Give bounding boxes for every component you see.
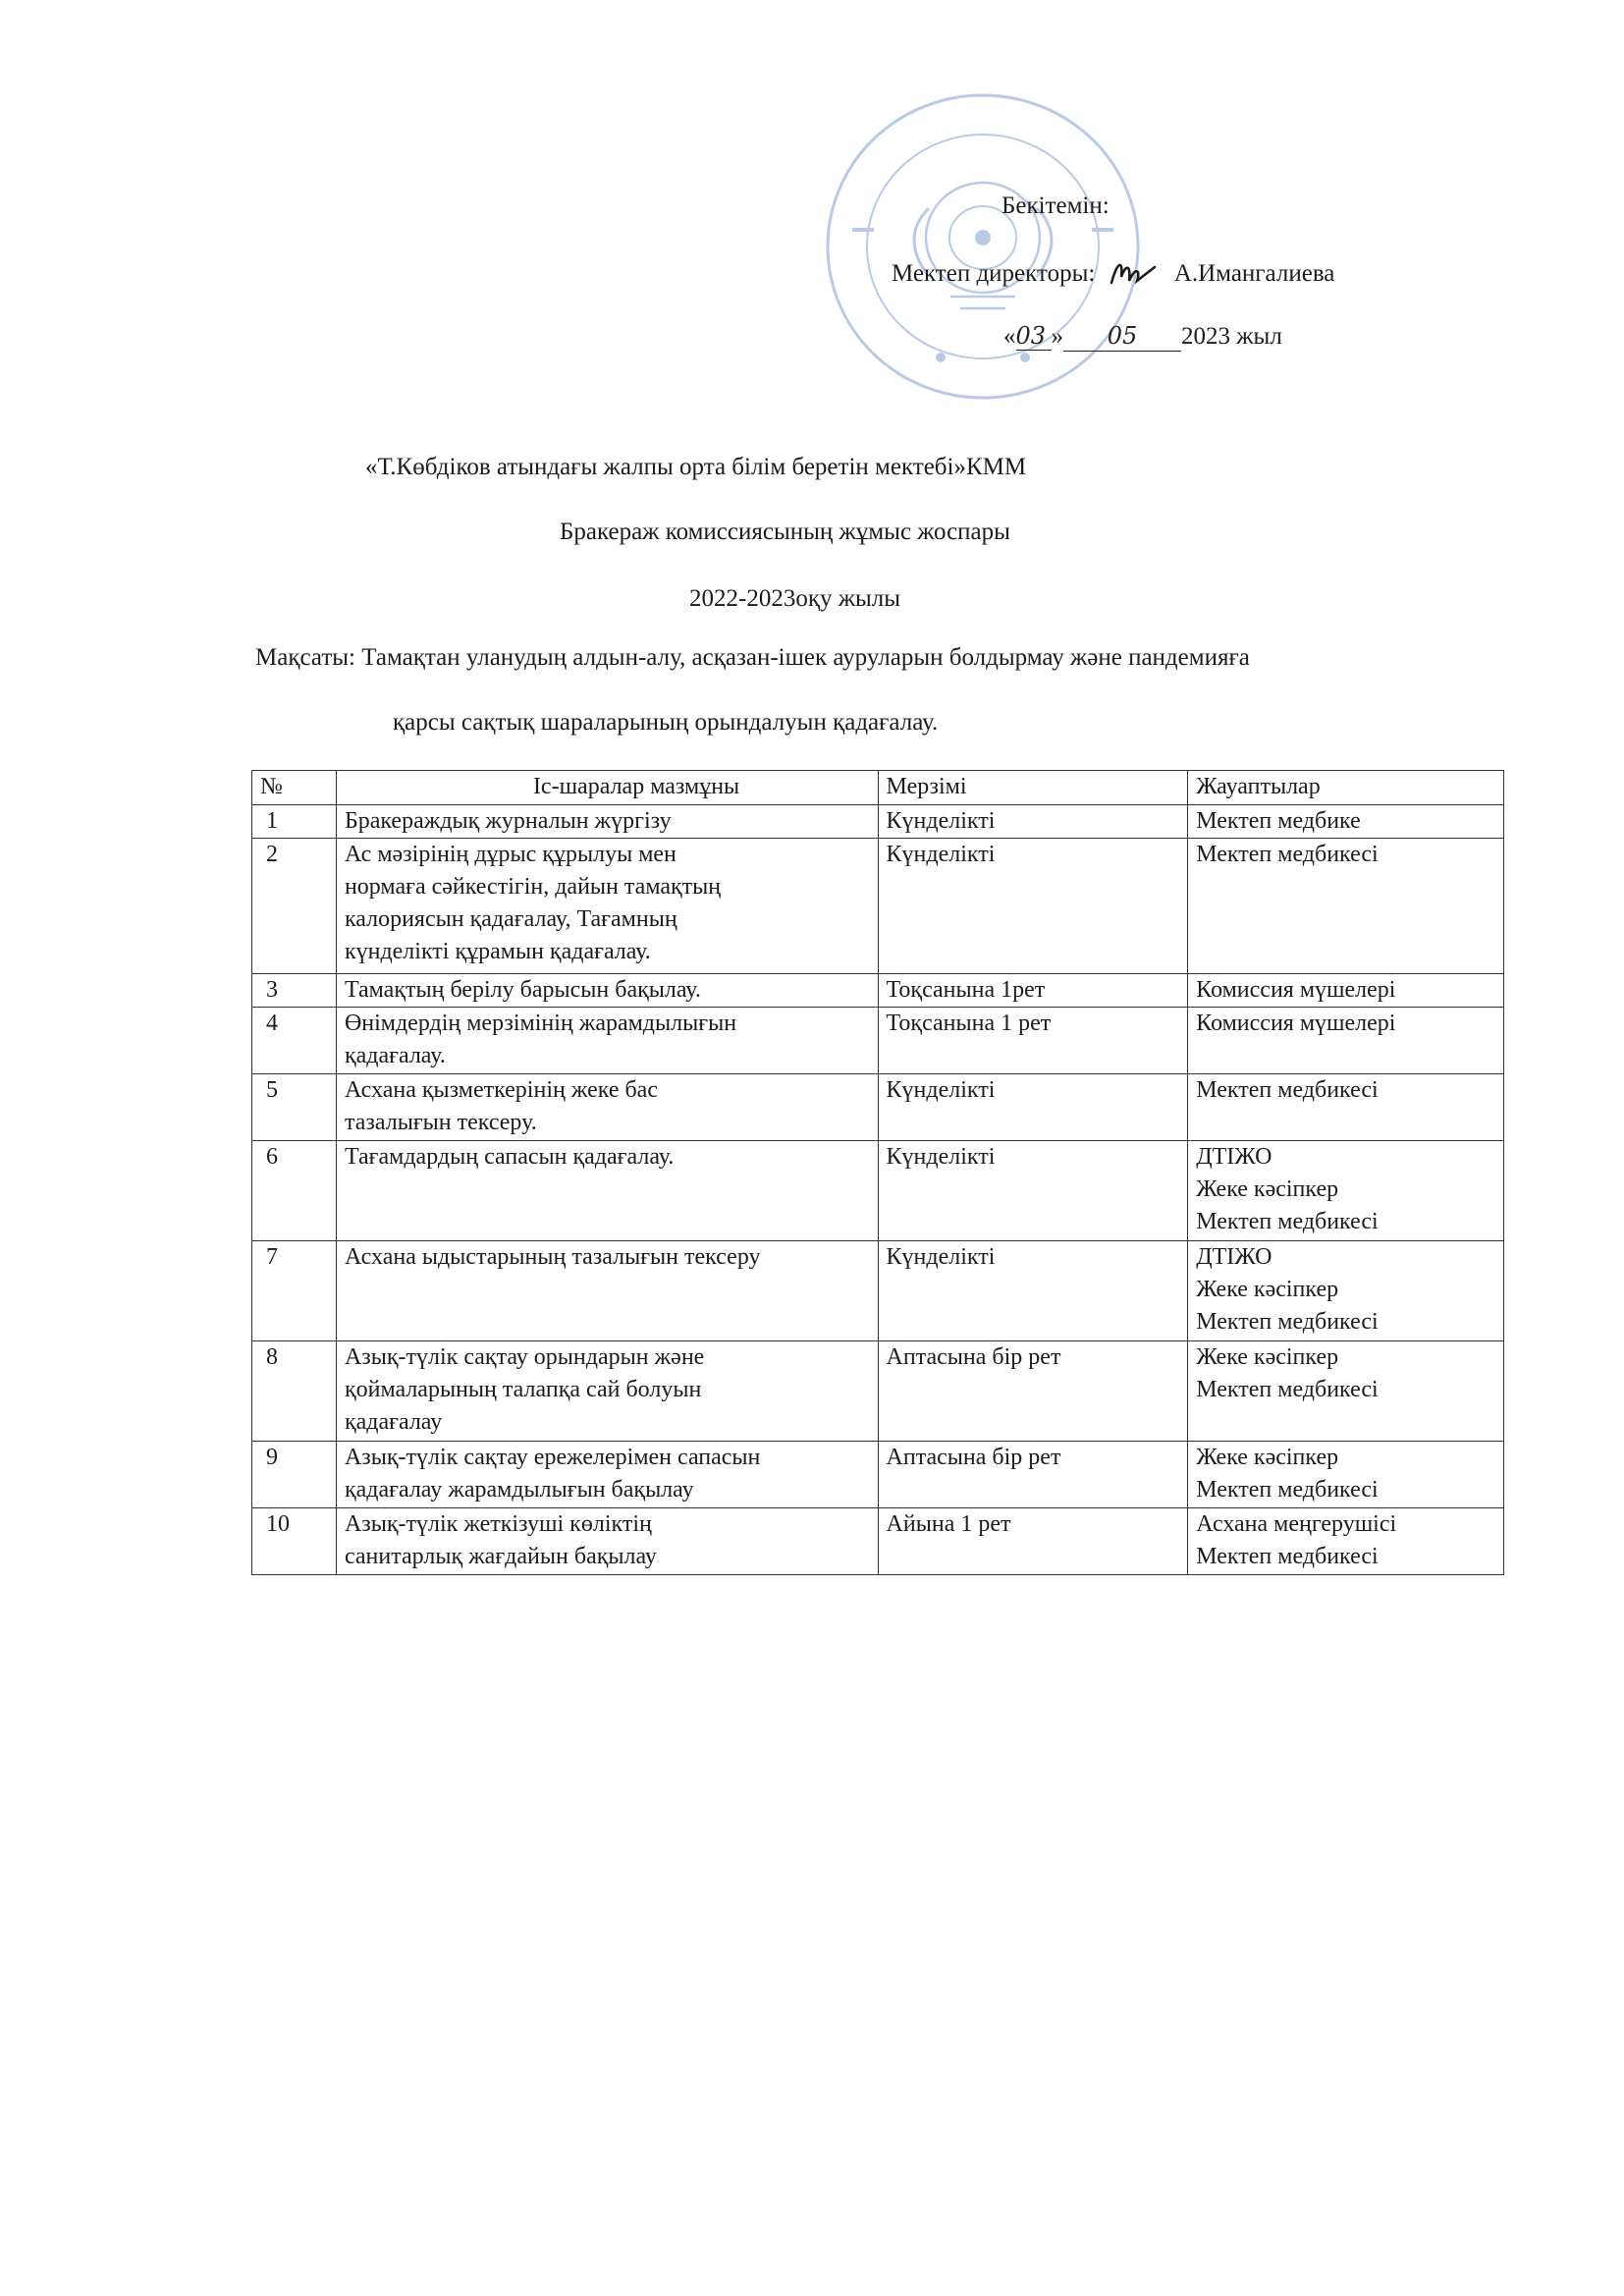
row-period: Күнделікті: [878, 839, 1188, 974]
task-line: қадағалау.: [344, 1043, 446, 1068]
task-line: қоймаларының талапқа сай болуын: [344, 1377, 702, 1402]
date-month-line: [1063, 322, 1181, 352]
row-task: [336, 1508, 878, 1575]
row-number: 1: [252, 805, 337, 839]
task-line: Өнімдердің мерзімінің жарамдылығын: [344, 1011, 737, 1036]
date-month: 05: [1107, 322, 1138, 350]
row-responsible: [1188, 1074, 1504, 1141]
column-header-responsible: Жауаптылар: [1188, 771, 1504, 805]
row-task: [336, 1074, 878, 1141]
row-number: 5: [252, 1074, 337, 1141]
row-task: [336, 1141, 878, 1241]
school-name: «Т.Көбдіков атындағы жалпы орта білім беретін мектебі»КММ: [365, 454, 1027, 480]
official-seal-icon: [823, 90, 1143, 403]
date-open-quote: «: [1003, 323, 1016, 350]
date-year: 2023 жыл: [1181, 323, 1282, 350]
row-task: [336, 1008, 878, 1074]
row-period: Күнделікті: [878, 805, 1188, 839]
row-responsible: [1188, 1442, 1504, 1508]
table-row: [252, 805, 1504, 839]
row-number: 3: [252, 974, 337, 1008]
task-line: Асхана қызметкерінің жеке бас: [344, 1077, 658, 1103]
responsible-line: Комиссия мүшелері: [1196, 977, 1396, 1003]
approval-title: Бекітемін:: [1001, 192, 1110, 219]
row-period: Аптасына бір рет: [878, 1341, 1188, 1442]
responsible-line: Комиссия мүшелері: [1196, 1011, 1396, 1036]
table-row: [252, 1008, 1504, 1074]
column-header-task: Іс-шаралар мазмұны: [336, 771, 878, 805]
row-responsible: [1188, 974, 1504, 1008]
task-line: күнделікті құрамын қадағалау.: [344, 939, 651, 964]
row-period: Күнделікті: [878, 1141, 1188, 1241]
row-period: Күнделікті: [878, 1074, 1188, 1141]
signature-icon: [1108, 257, 1159, 287]
row-task: [336, 1241, 878, 1341]
task-line: Азық-түлік сақтау ережелерімен сапасын: [344, 1445, 761, 1470]
table-row: [252, 1141, 1504, 1241]
row-task: [336, 1341, 878, 1442]
task-line: Азық-түлік сақтау орындарын және: [344, 1344, 705, 1370]
responsible-line: Мектеп медбикесі: [1196, 1209, 1379, 1234]
row-responsible: [1188, 1241, 1504, 1341]
date-close-quote: »: [1051, 323, 1063, 350]
row-number: 4: [252, 1008, 337, 1074]
table-row: [252, 839, 1504, 974]
task-line: калориясын қадағалау, Тағамның: [344, 906, 677, 932]
table-row: [252, 1442, 1504, 1508]
row-responsible: [1188, 805, 1504, 839]
plan-table: [251, 770, 1504, 1575]
task-line: Тағамдардың сапасын қадағалау.: [344, 1144, 675, 1170]
table-body: [252, 805, 1504, 1575]
row-task: [336, 1442, 878, 1508]
plan-title: Бракераж комиссиясының жұмыс жоспары: [560, 519, 1010, 545]
row-period: Тоқсанына 1 рет: [878, 1008, 1188, 1074]
task-line: тазалығын тексеру.: [344, 1110, 537, 1135]
row-number: 6: [252, 1141, 337, 1241]
responsible-line: Асхана меңгерушісі: [1196, 1511, 1397, 1537]
row-period: Тоқсанына 1рет: [878, 974, 1188, 1008]
task-line: қадағалау жарамдылығын бақылау: [344, 1477, 694, 1503]
row-task: [336, 974, 878, 1008]
task-line: санитарлық жағдайын бақылау: [344, 1544, 657, 1569]
responsible-line: Жеке кәсіпкер: [1196, 1445, 1339, 1470]
responsible-line: Мектеп медбикесі: [1196, 1377, 1379, 1402]
table-row: [252, 1074, 1504, 1141]
row-responsible: [1188, 1141, 1504, 1241]
column-header-number: №: [252, 771, 337, 805]
date-day: 03: [1016, 322, 1052, 351]
approval-director: [892, 257, 1334, 288]
table-row: [252, 1341, 1504, 1442]
responsible-line: Жеке кәсіпкер: [1196, 1176, 1339, 1202]
responsible-line: Жеке кәсіпкер: [1196, 1344, 1339, 1370]
academic-year: 2022-2023оқу жылы: [689, 585, 901, 612]
row-task: [336, 839, 878, 974]
row-responsible: [1188, 839, 1504, 974]
row-period: Айына 1 рет: [878, 1508, 1188, 1575]
responsible-line: Мектеп медбикесі: [1196, 1077, 1379, 1103]
row-number: 2: [252, 839, 337, 974]
task-line: Асхана ыдыстарының тазалығын тексеру: [344, 1244, 761, 1270]
table-row: [252, 1241, 1504, 1341]
task-line: қадағалау: [344, 1409, 443, 1435]
column-header-period: Мерзімі: [878, 771, 1188, 805]
responsible-line: Жеке кәсіпкер: [1196, 1277, 1339, 1302]
director-name: А.Имангалиева: [1173, 260, 1335, 287]
responsible-line: Мектеп медбикесі: [1196, 842, 1379, 867]
row-period: Аптасына бір рет: [878, 1442, 1188, 1508]
task-line: Ас мәзірінің дұрыс құрылуы мен: [344, 842, 677, 867]
row-task: [336, 805, 878, 839]
table-header-row: [252, 771, 1504, 805]
approval-date: [1003, 322, 1282, 352]
table-row: [252, 974, 1504, 1008]
row-responsible: [1188, 1008, 1504, 1074]
task-line: Азық-түлік жеткізуші көліктің: [344, 1511, 652, 1537]
row-number: 7: [252, 1241, 337, 1341]
responsible-line: Мектеп медбике: [1196, 808, 1361, 834]
task-line: Тамақтың берілу барысын бақылау.: [344, 977, 701, 1003]
responsible-line: ДТІЖО: [1196, 1144, 1272, 1170]
goal-line-2: қарсы сақтық шараларының орындалуын қадағалау.: [393, 709, 939, 736]
row-responsible: [1188, 1508, 1504, 1575]
task-line: нормаға сәйкестігін, дайын тамақтың: [344, 874, 722, 900]
row-number: 8: [252, 1341, 337, 1442]
goal-line-1: Мақсаты: Тамақтан уланудың алдын-алу, асқазан-ішек ауруларын болдырмау және пандемияға: [255, 644, 1250, 671]
row-number: 10: [252, 1508, 337, 1575]
responsible-line: Мектеп медбикесі: [1196, 1477, 1379, 1503]
row-responsible: [1188, 1341, 1504, 1442]
row-period: Күнделікті: [878, 1241, 1188, 1341]
responsible-line: Мектеп медбикесі: [1196, 1309, 1379, 1335]
task-line: Бракераждық журналын жүргізу: [344, 808, 672, 834]
responsible-line: ДТІЖО: [1196, 1244, 1272, 1270]
table-row: [252, 1508, 1504, 1575]
responsible-line: Мектеп медбикесі: [1196, 1544, 1379, 1569]
director-label: Мектеп директоры:: [892, 260, 1096, 287]
row-number: 9: [252, 1442, 337, 1508]
